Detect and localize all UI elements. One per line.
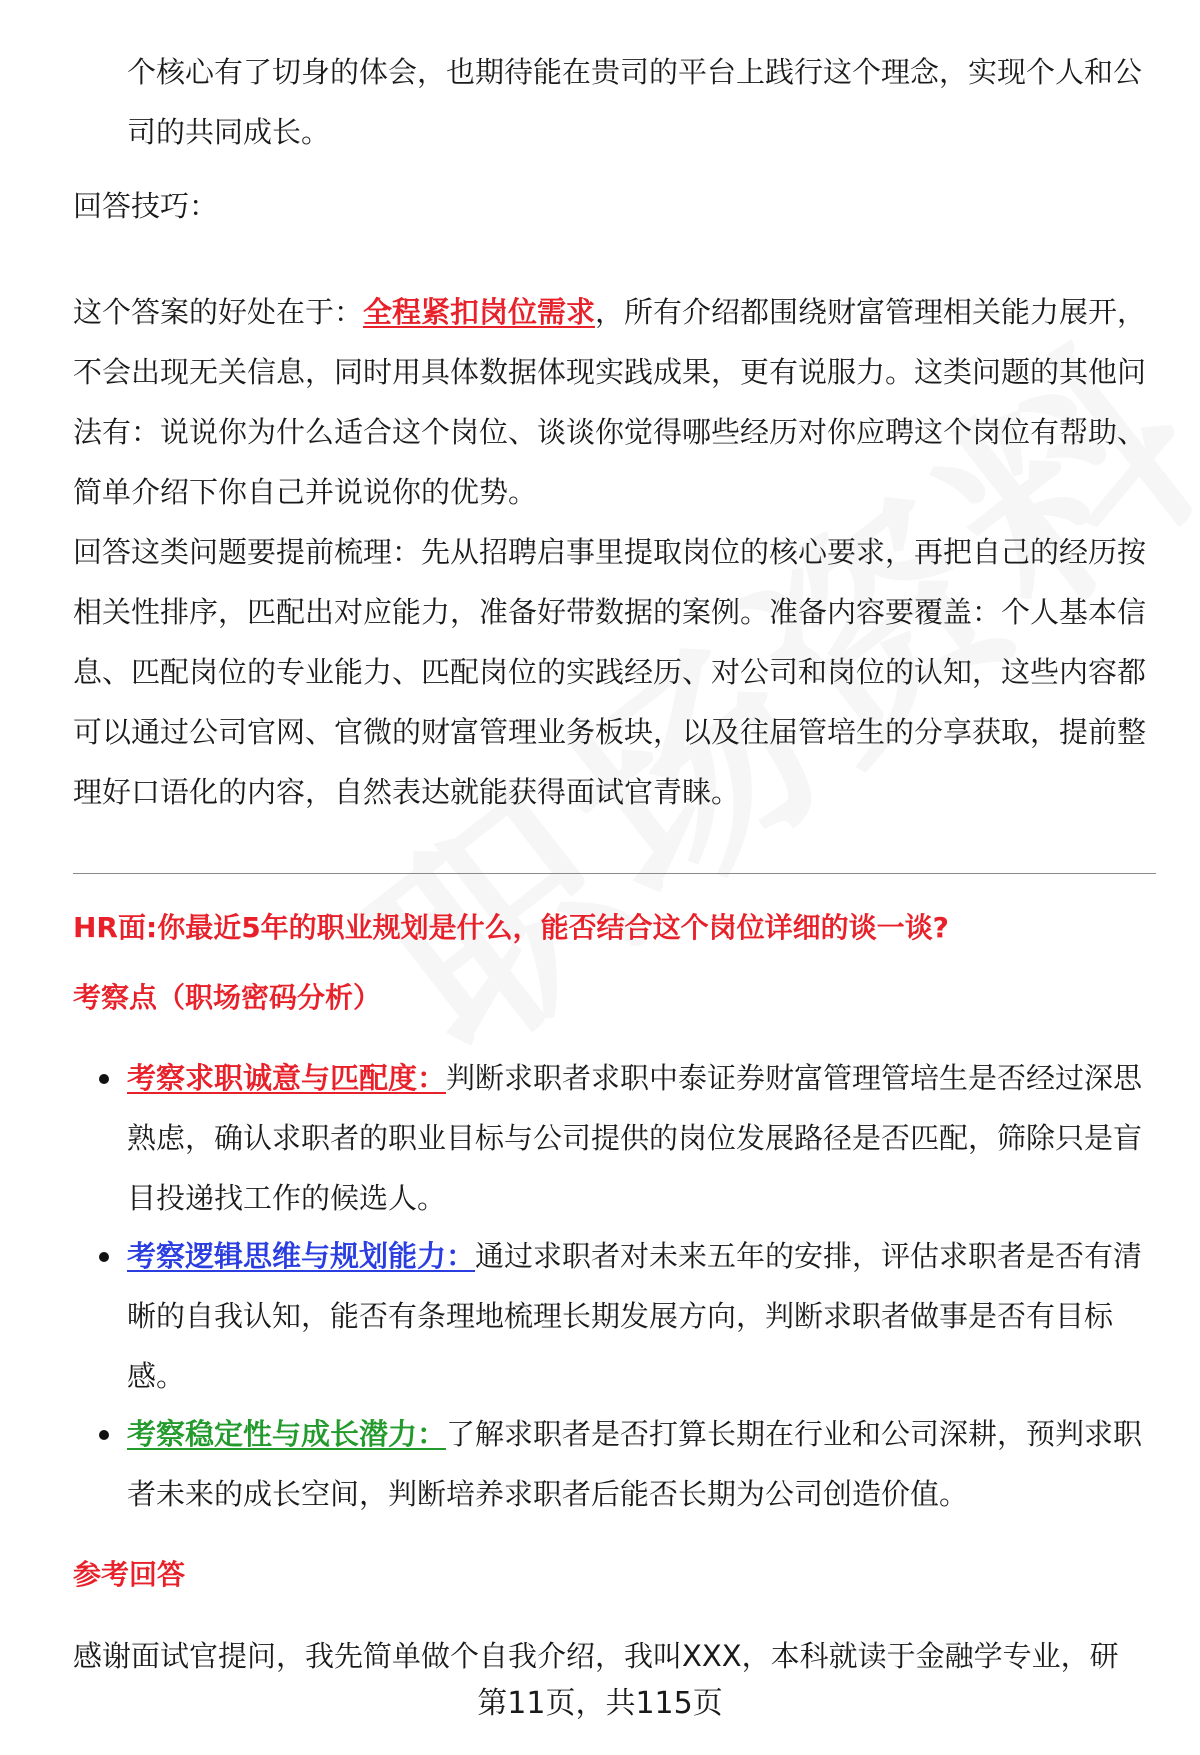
- point-text: 通过求职者对未来五年的安排，评估求职者是否有清晰的自我认知，能否有条理地梳理长期发展方向，判断求职者做事是否有目标感。: [127, 1239, 1143, 1393]
- point-text: 判断求职者求职中泰证券财富管理管培生是否经过深思熟虑，确认求职者的职业目标与公司提供的岗位发展路径是否匹配，筛除只是盲目投递找工作的候选人。: [127, 1061, 1143, 1215]
- reference-answer: 感谢面试官提问，我先简单做个自我介绍，我叫XXX，本科就读于金融学专业，研: [73, 1639, 1119, 1673]
- tips-highlight: 全程紧扣岗位需求: [363, 295, 596, 329]
- tips-rest: ，所有介绍都围绕财富管理相关能力展开，不会出现无关信息，同时用具体数据体现实践成果，更有说服力。这类问题的其他问法有：说说你为什么适合这个岗位、谈谈你觉得哪些经历对你应聘这个岗位有帮助、简单介绍下你自己并说说你的优势。: [73, 295, 1147, 509]
- bullet-icon: [99, 1074, 109, 1084]
- section-divider: [73, 873, 1156, 874]
- list-item: [127, 1226, 1157, 1406]
- point-title: 考察稳定性与成长潜力：: [127, 1417, 447, 1451]
- reference-heading: 参考回答: [73, 1558, 186, 1591]
- analysis-heading: 考察点（职场密码分析）: [73, 981, 382, 1014]
- tips-prefix: 这个答案的好处在于：: [73, 295, 364, 329]
- list-item: [127, 1404, 1157, 1524]
- intro-continuation: 个核心有了切身的体会，也期待能在贵司的平台上践行这个理念，实现个人和公司的共同成长。: [127, 55, 1143, 149]
- point-text: 了解求职者是否打算长期在行业和公司深耕，预判求职者未来的成长空间，判断培养求职者后能否长期为公司创造价值。: [127, 1417, 1143, 1511]
- bullet-icon: [99, 1430, 109, 1440]
- point-title: 考察求职诚意与匹配度：: [127, 1061, 447, 1095]
- tips-paragraph-2: 回答这类问题要提前梳理：先从招聘启事里提取岗位的核心要求，再把自己的经历按相关性排序，匹配出对应能力，准备好带数据的案例。准备内容要覆盖：个人基本信息、匹配岗位的专业能力、匹配岗位的实践经历、对公司和岗位的认知，这些内容都可以通过公司官网、官微的财富管理业务板块，以及往届管培生的分享获取，提前整理好口语化的内容，自然表达就能获得面试官青睐。: [73, 535, 1147, 809]
- list-item: [127, 1048, 1157, 1228]
- point-title: 考察逻辑思维与规划能力：: [127, 1239, 476, 1273]
- bullet-icon: [99, 1252, 109, 1262]
- question-heading: HR面:你最近5年的职业规划是什么，能否结合这个岗位详细的谈一谈?: [73, 911, 949, 944]
- page-footer: 第11页，共115页: [477, 1686, 723, 1721]
- answer-tips-label: 回答技巧：: [73, 189, 219, 223]
- tips-paragraph-1: [73, 282, 1153, 522]
